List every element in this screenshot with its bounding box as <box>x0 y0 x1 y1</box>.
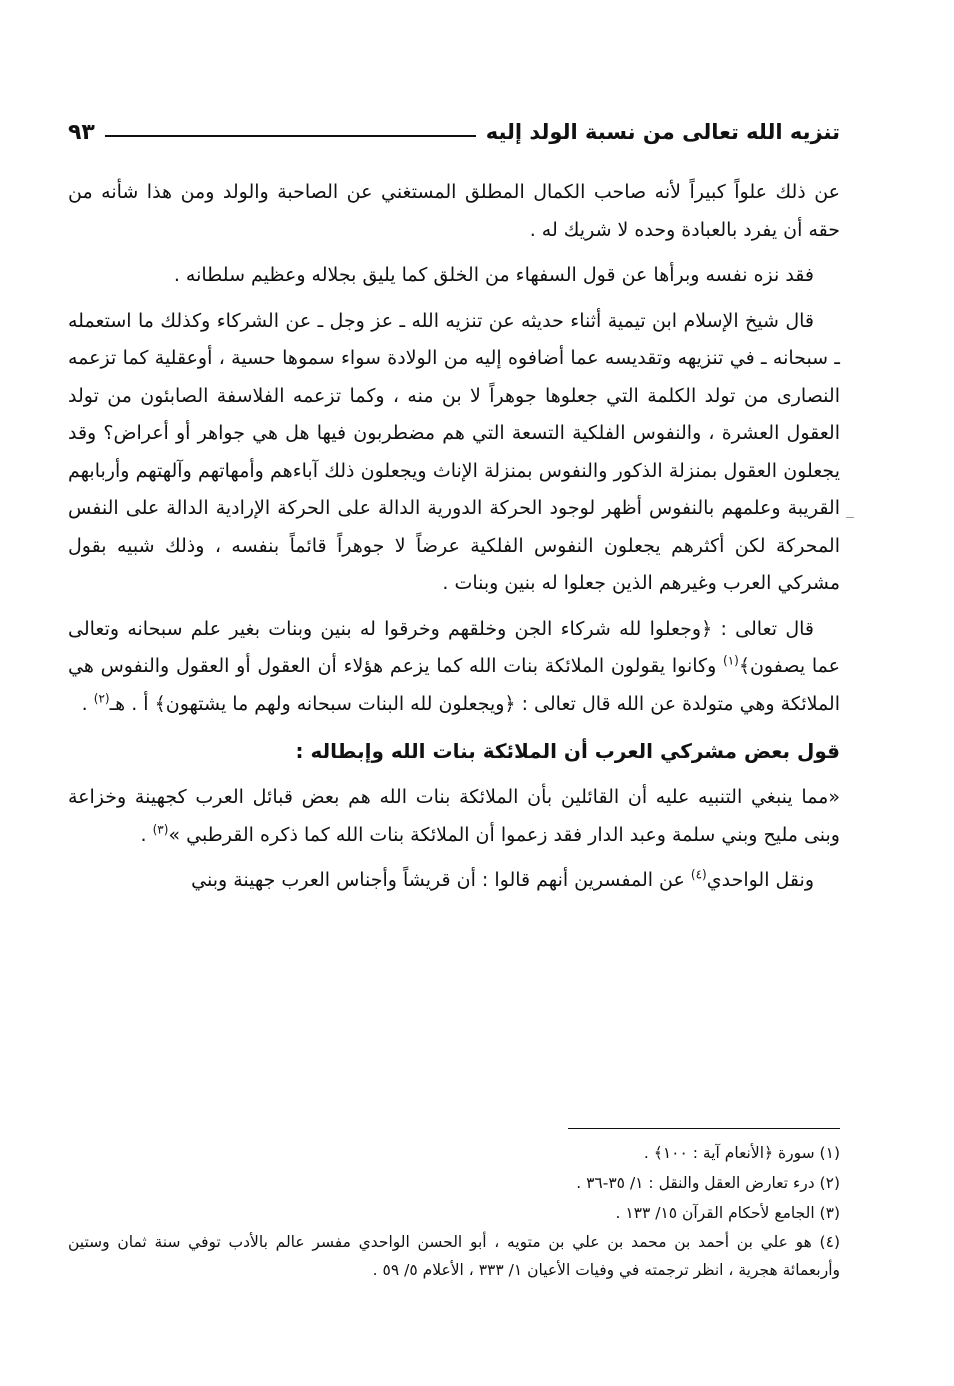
section-heading: قول بعض مشركي العرب أن الملائكة بنات الله وإبطاله : <box>295 739 840 763</box>
footnote-ref-2: (٢) <box>93 691 110 706</box>
main-text <box>68 174 840 900</box>
footnote-2: (٢) درء تعارض العقل والنقل : ١/ ٣٥-٣٦ . <box>576 1174 840 1192</box>
paragraph-4-text-c: . <box>81 692 94 715</box>
paragraph-6 <box>68 862 840 900</box>
page-header <box>68 112 840 152</box>
paragraph-4-text-b: وكانوا يقولون الملائكة بنات الله كما يزعم هؤلاء أن العقول أو العقول والنفوس هي الملائكة وهي متولدة عن الله قال تعالى : ﴿ويجعلون لله البنات سبحانه ولهم ما يشتهون﴾ أ . هـ <box>68 655 840 715</box>
footnote-1: (١) سورة ﴿الأنعام آية : ١٠٠﴾ . <box>643 1144 840 1162</box>
paragraph-1: عن ذلك علواً كبيراً لأنه صاحب الكمال المطلق المستغني عن الصاحبة والولد ومن هذا شأنه من حقه أن يفرد بالعبادة وحده لا شريك له . <box>68 181 840 241</box>
margin-mark <box>846 517 854 518</box>
paragraph-5-text: «مما ينبغي التنبيه عليه أن القائلين بأن الملائكة بنات الله هم بعض قبائل العرب كجهينة وخزاعة وبنى مليح وبني سلمة وعبد الدار فقد زعموا أن الملائكة بنات الله كما ذكره القرطبي » <box>68 786 840 846</box>
footnotes <box>68 1138 840 1284</box>
paragraph-6-text-b: عن المفسرين أنهم قالوا : أن قريشاً وأجناس العرب جهينة وبني <box>191 869 691 891</box>
paragraph-5 <box>68 779 840 854</box>
page-number: ٩٣ <box>68 119 95 145</box>
footnote-ref-3: (٣) <box>152 822 169 837</box>
footnote-ref-1: (١) <box>723 653 739 668</box>
footnote-separator <box>568 1128 840 1129</box>
footnote-4: (٤) هو علي بن أحمد بن محمد بن علي بن متويه ، أبو الحسن الواحدي مفسر عالم بالأدب توفي سنة ثمان وستين وأربعمائة هجرية ، انظر ترجمته في وفيات الأعيان ١/ ٣٣٣ ، الأعلام ٥/ ٥٩ . <box>68 1233 840 1279</box>
footnote-3: (٣) الجامع لأحكام القرآن ١٥/ ١٣٣ . <box>615 1204 840 1222</box>
header-rule <box>105 135 476 137</box>
paragraph-4-text-a: قال تعالى : ﴿وجعلوا لله شركاء الجن وخلقهم وخرقوا له بنين وبنات بغير علم سبحانه وتعالى عما يصفون﴾ <box>68 617 840 677</box>
running-title: تنزيه الله تعالى من نسبة الولد إليه <box>485 120 840 144</box>
paragraph-4 <box>68 611 840 724</box>
paragraph-3: قال شيخ الإسلام ابن تيمية أثناء حديثه عن تنزيه الله ـ عز وجل ـ عن الشركاء وكذلك ما استعمله ـ سبحانه ـ في تنزيهه وتقديسه عما أضافوه إليه من الولادة سواء سموها حسية ، أوعقلية كما تزعمه النصارى من تولد الكلمة التي جعلوها جوهراً لا بن منه ، وكما تزعمه الفلاسفة الصابئون من تولد العقول العشرة ، والنفوس الفلكية التسعة التي هم مضطربون فيها هل هي جواهر أو أعراض؟ وقد يجعلون العقول بمنزلة الذكور والنفوس بمنزلة الإناث ويجعلون ذلك آباءهم وأمهاتهم وآلهتهم وأربابهم القريبة وعلمهم بالنفوس أظهر لوجود الحركة الدورية الدالة على الحركة الإرادية الدالة على النفس المحركة لكن أكثرهم يجعلون النفوس الفلكية عرضاً لا جوهراً قائماً بنفسه ، وذلك شبيه بقول مشركي العرب وغيرهم الذين جعلوا له بنين وبنات . <box>68 309 840 594</box>
paragraph-6-text-a: ونقل الواحدي <box>706 869 814 891</box>
footnote-ref-4: (٤) <box>690 867 707 882</box>
paragraph-5-end: . <box>140 823 153 846</box>
paragraph-2: فقد نزه نفسه وبرأها عن قول السفهاء من الخلق كما يليق بجلاله وعظيم سلطانه . <box>173 264 814 286</box>
